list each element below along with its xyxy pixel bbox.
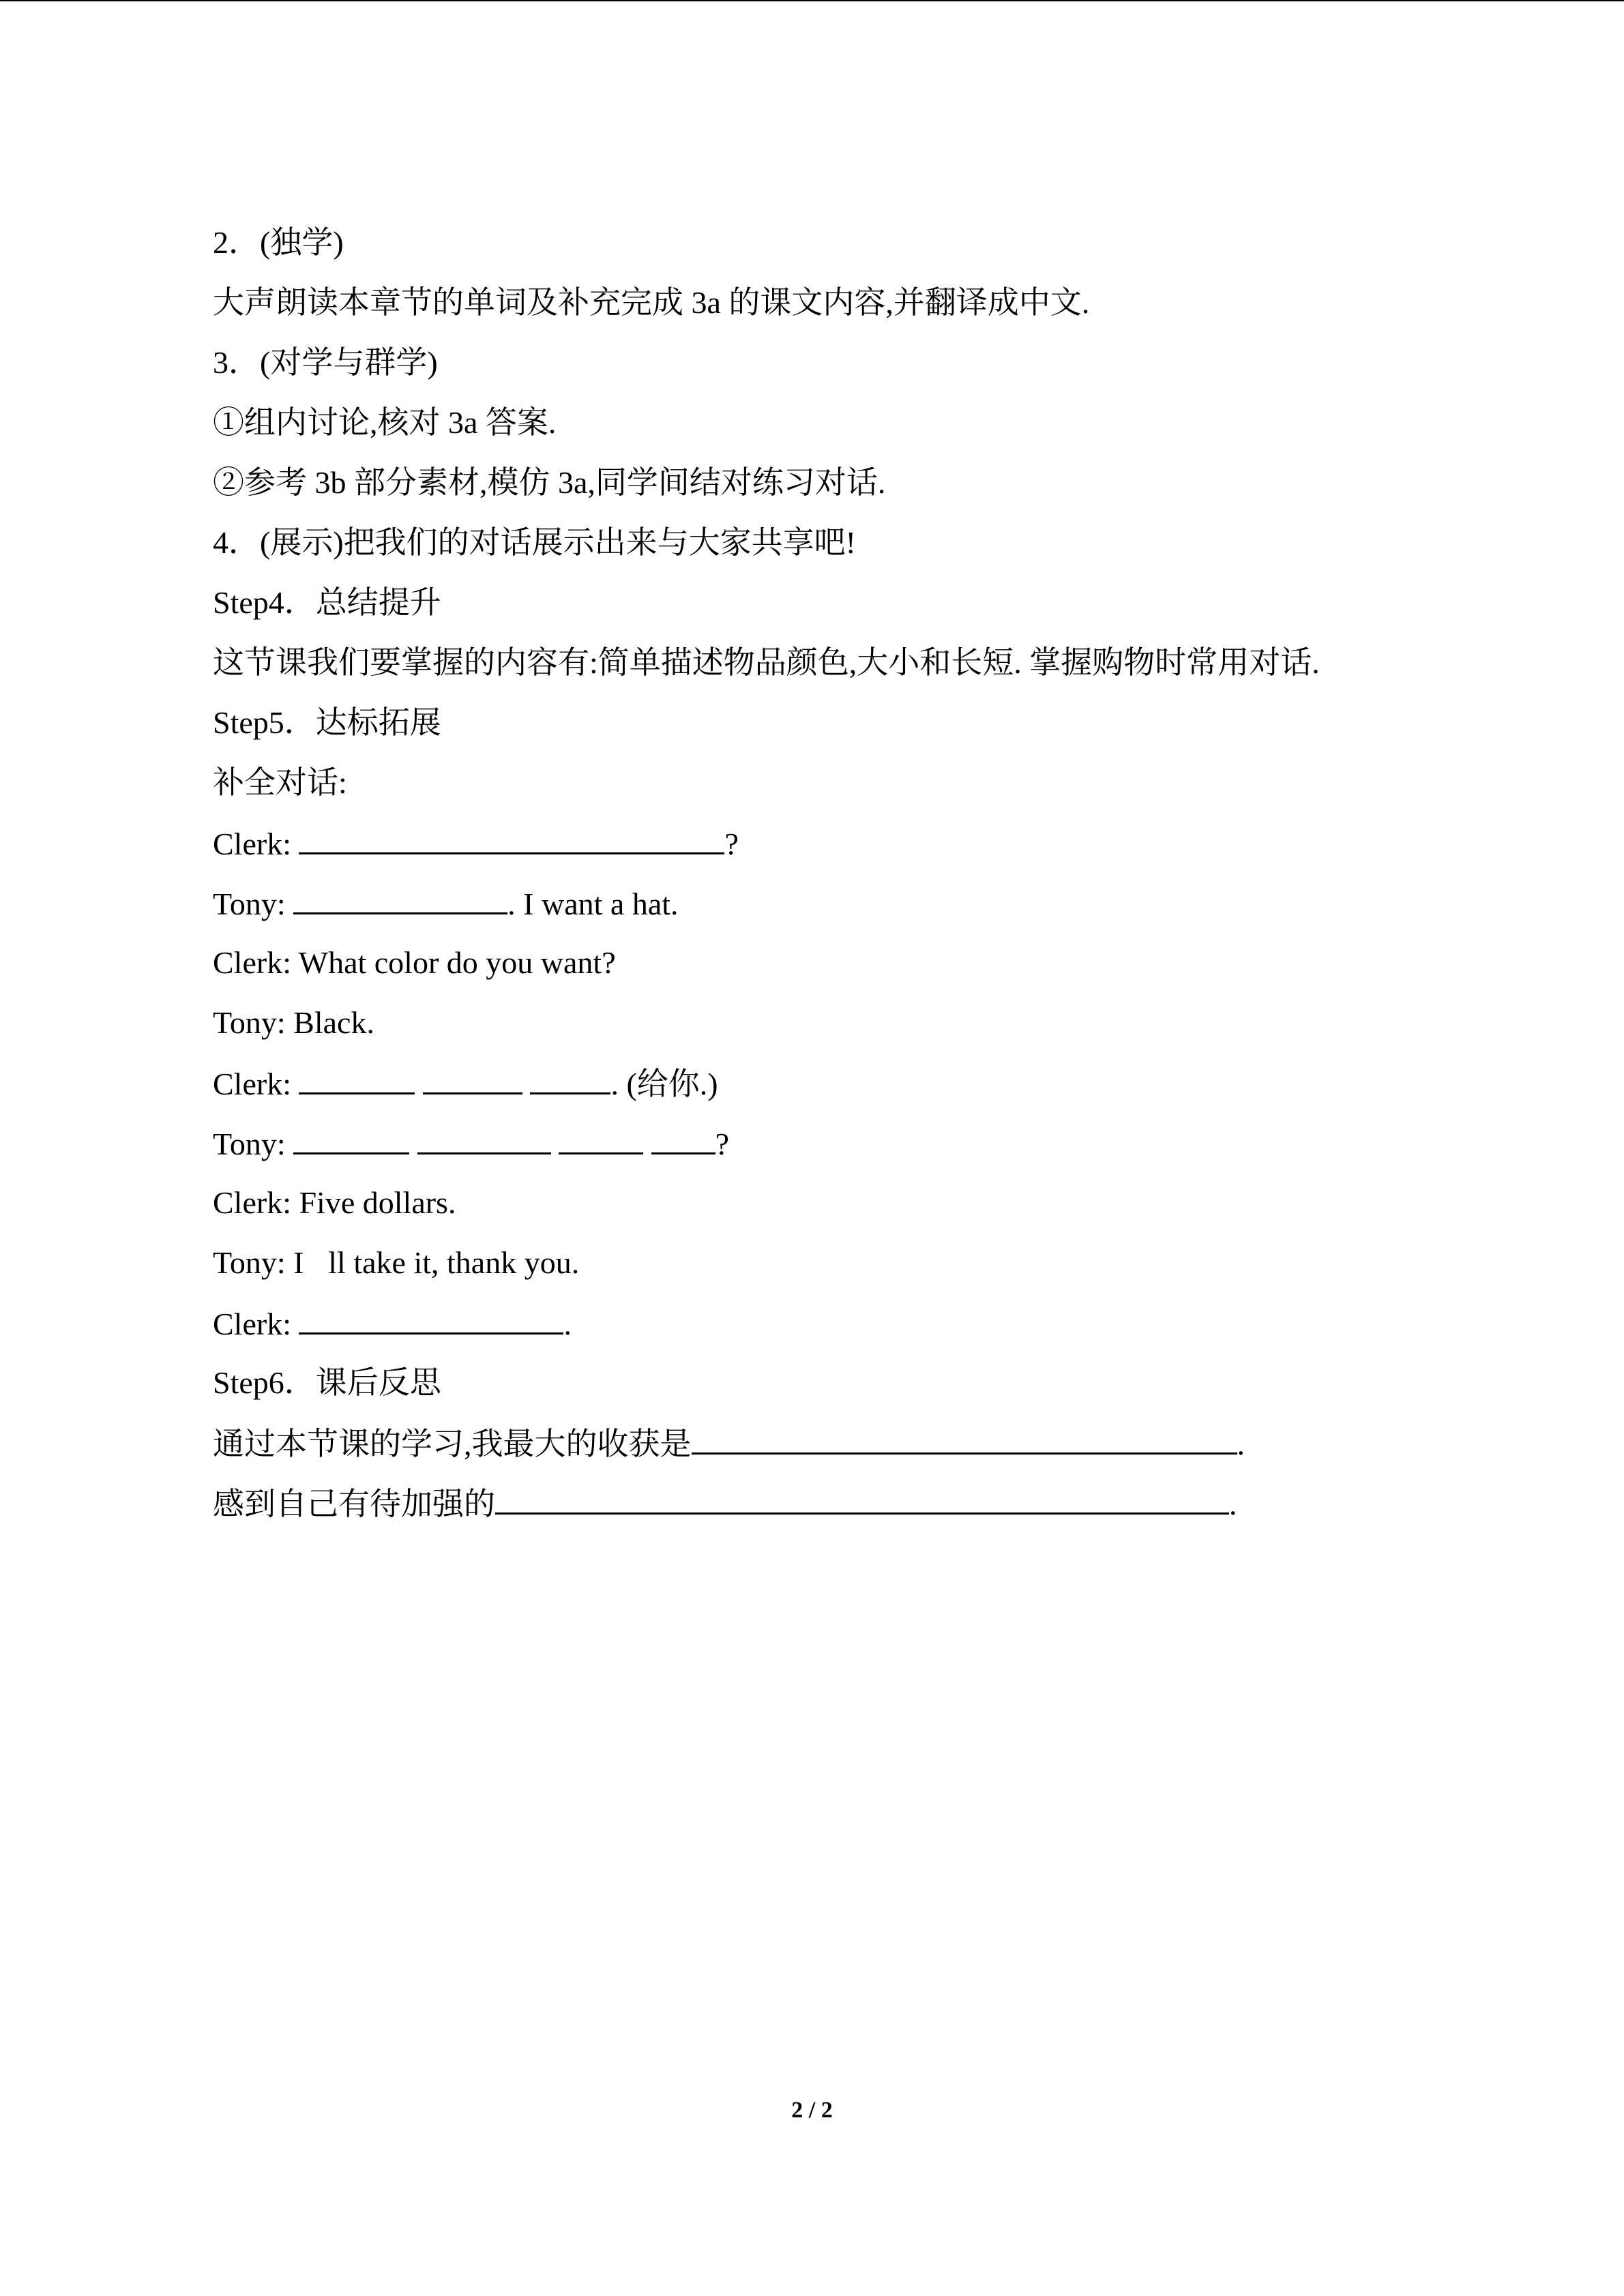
dialogue-line-clerk-1 <box>213 813 1441 873</box>
speaker-label: Clerk: <box>213 826 299 861</box>
dialogue-instruction: 补全对话: <box>213 765 347 800</box>
line-ending: . <box>1229 1487 1237 1521</box>
task-3-item-2: ②参考 3b 部分素材,模仿 3a,同学间结对练习对话. <box>213 465 886 500</box>
document-body <box>213 213 1441 1533</box>
answer-blank[interactable] <box>423 1053 522 1094</box>
answer-blank[interactable] <box>530 1053 610 1094</box>
dialogue-line-clerk-3 <box>213 1053 1441 1113</box>
reflection-gain-line <box>213 1413 1441 1473</box>
line-ending: ? <box>724 826 739 861</box>
speaker-label: Clerk: <box>213 1307 299 1341</box>
answer-blank[interactable] <box>417 1113 551 1154</box>
answer-blank[interactable] <box>299 1053 415 1094</box>
reflection-gain-blank[interactable] <box>692 1413 1237 1455</box>
answer-blank[interactable] <box>293 873 507 914</box>
top-border <box>0 0 1624 1</box>
dialogue-line-tony-4: Tony: I ll take it, thank you. <box>213 1245 580 1280</box>
reflection-improve-line <box>213 1473 1441 1533</box>
answer-blank[interactable] <box>299 1293 563 1335</box>
reflection-gain-prompt: 通过本节课的学习,我最大的收获是 <box>213 1427 692 1461</box>
answer-blank[interactable] <box>293 1113 409 1154</box>
dialogue-line-tony-1 <box>213 873 1441 933</box>
task-3-item-1: ①组内讨论,核对 3a 答案. <box>213 405 557 440</box>
line-ending: . (给你.) <box>610 1067 718 1101</box>
answer-blank[interactable] <box>299 813 724 854</box>
task-2-heading: 2．(独学) <box>213 225 344 260</box>
dialogue-line-clerk-2: Clerk: What color do you want? <box>213 945 616 980</box>
dialogue-line-clerk-5 <box>213 1293 1441 1353</box>
step4-heading: Step4．总结提升 <box>213 585 441 620</box>
dialogue-line-tony-3 <box>213 1113 1441 1173</box>
task-3-heading: 3．(对学与群学) <box>213 345 438 380</box>
dialogue-line-clerk-4: Clerk: Five dollars. <box>213 1185 456 1220</box>
line-ending: . <box>563 1307 572 1341</box>
reflection-improve-blank[interactable] <box>495 1473 1229 1515</box>
reflection-improve-prompt: 感到自己有待加强的 <box>213 1487 495 1521</box>
dialogue-line-tony-2: Tony: Black. <box>213 1005 374 1040</box>
task-2-instruction: 大声朗读本章节的单词及补充完成 3a 的课文内容,并翻译成中文. <box>213 285 1090 320</box>
speaker-label: Tony: <box>213 1127 294 1161</box>
line-ending: . <box>1237 1427 1245 1461</box>
answer-blank[interactable] <box>651 1113 715 1154</box>
speaker-label: Clerk: <box>213 1067 299 1101</box>
task-4-heading: 4．(展示)把我们的对话展示出来与大家共享吧! <box>213 525 856 560</box>
step6-heading: Step6．课后反思 <box>213 1365 441 1400</box>
step4-summary: 这节课我们要掌握的内容有:简单描述物品颜色,大小和长短. 掌握购物时常用对话. <box>213 645 1320 680</box>
step5-heading: Step5．达标拓展 <box>213 705 441 740</box>
line-ending: . I want a hat. <box>507 886 679 921</box>
page-number: 2 / 2 <box>791 2098 833 2123</box>
speaker-label: Tony: <box>213 886 294 921</box>
answer-blank[interactable] <box>559 1113 643 1154</box>
line-ending: ? <box>715 1127 730 1161</box>
